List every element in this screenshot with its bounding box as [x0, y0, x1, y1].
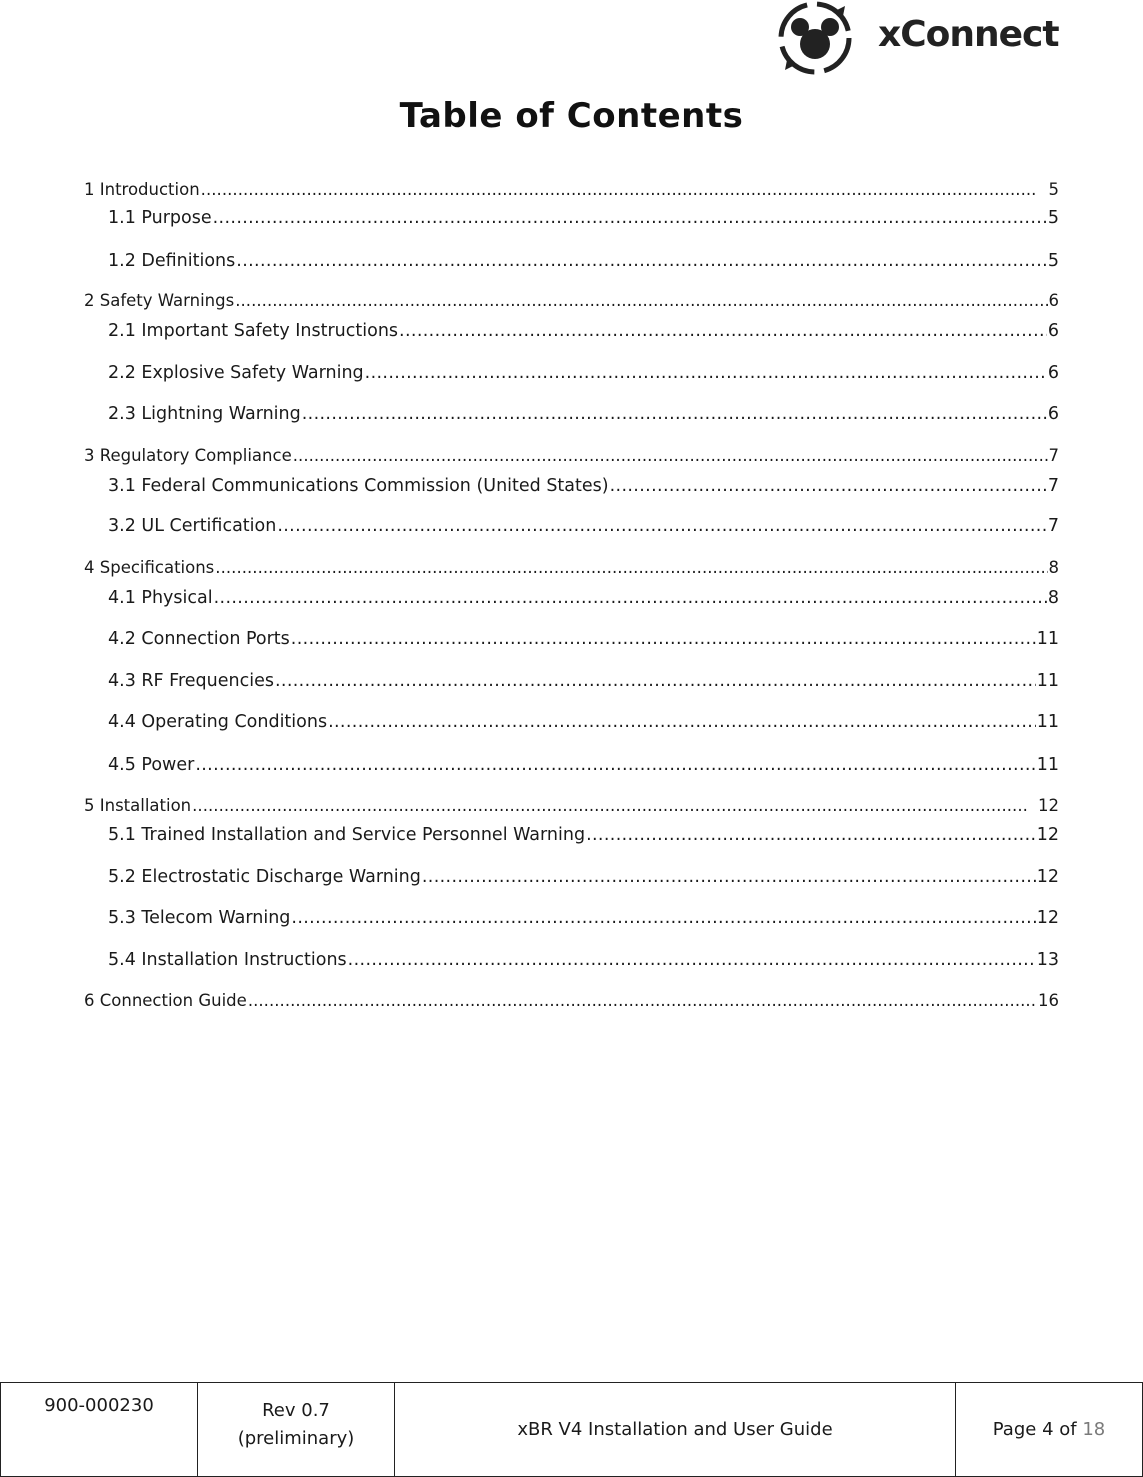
toc-entry[interactable]: [84, 290, 1059, 312]
toc-entry-label: 3.1 Federal Communications Commission (United States): [108, 476, 609, 496]
toc-dot-leader: [348, 949, 1036, 971]
toc-entry[interactable]: [108, 628, 1059, 650]
toc-dot-leader: [610, 475, 1047, 497]
toc-entry-label: 5.4 Installation Instructions: [108, 950, 347, 970]
toc-dot-leader: [302, 403, 1047, 425]
toc-entry-label: 2 Safety Warnings: [84, 291, 235, 310]
toc-dot-leader: [215, 557, 1047, 579]
toc-entry-label: 5.3 Telecom Warning: [108, 908, 291, 928]
toc-dot-leader: [422, 866, 1036, 888]
toc-entry-page: 12: [1036, 908, 1059, 928]
toc-dot-leader: [328, 711, 1036, 733]
toc-entry[interactable]: [108, 670, 1059, 692]
toc-entry-page: 6: [1048, 291, 1059, 310]
toc-entry[interactable]: [84, 990, 1059, 1012]
toc-entry-page: 11: [1036, 712, 1059, 732]
toc-entry-page: 11: [1036, 671, 1059, 691]
toc-entry[interactable]: [108, 754, 1059, 776]
footer-doc-number: [1, 1383, 198, 1477]
toc-entry[interactable]: [108, 515, 1059, 537]
toc-entry[interactable]: [108, 403, 1059, 425]
toc-dot-leader: [201, 179, 1048, 201]
toc-entry-label: 4.1 Physical: [108, 588, 213, 608]
toc-entry-label: 4.2 Connection Ports: [108, 629, 290, 649]
toc-entry-page: 13: [1036, 950, 1059, 970]
toc-entry-label: 3 Regulatory Compliance: [84, 446, 292, 465]
toc-entry-page: 12: [1038, 796, 1059, 815]
toc-entry-page: 6: [1047, 404, 1059, 424]
toc-dot-leader: [275, 670, 1036, 692]
toc-entry-page: 12: [1036, 825, 1059, 845]
toc-entry-page: 7: [1047, 476, 1059, 496]
toc-entry-page: 8: [1048, 558, 1059, 577]
page-footer: [0, 1382, 1143, 1477]
toc-entry-page: 12: [1036, 867, 1059, 887]
toc-dot-leader: [586, 824, 1036, 846]
toc-dot-leader: [399, 320, 1047, 342]
toc-entry-page: 5: [1047, 251, 1059, 271]
toc-dot-leader: [277, 515, 1047, 537]
toc-entry-label: 5.1 Trained Installation and Service Personnel Warning: [108, 825, 586, 845]
toc-dot-leader: [213, 207, 1047, 229]
toc-entry[interactable]: [84, 179, 1059, 201]
toc-dot-leader: [236, 250, 1047, 272]
toc-entry-page: 5: [1047, 208, 1059, 228]
toc-entry-label: 5 Installation: [84, 796, 192, 815]
toc-entry[interactable]: [108, 587, 1059, 609]
toc-entry-label: 2.3 Lightning Warning: [108, 404, 301, 424]
toc-dot-leader: [291, 907, 1035, 929]
toc-entry-page: 16: [1038, 991, 1059, 1010]
page-title: Table of Contents: [399, 96, 744, 136]
toc-entry-label: 4.5 Power: [108, 755, 195, 775]
toc-dot-leader: [291, 628, 1036, 650]
toc-dot-leader: [214, 587, 1047, 609]
toc-entry-label: 4.3 RF Frequencies: [108, 671, 274, 691]
toc-dot-leader: [235, 290, 1047, 312]
toc-entry[interactable]: [108, 207, 1059, 229]
toc-dot-leader: [192, 795, 1037, 817]
toc-entry[interactable]: [84, 445, 1059, 467]
doc-number: 900-000230: [44, 1395, 154, 1416]
toc-entry-label: 4.4 Operating Conditions: [108, 712, 328, 732]
toc-entry[interactable]: [108, 362, 1059, 384]
toc-dot-leader: [195, 754, 1035, 776]
page-prefix: Page 4 of: [992, 1419, 1077, 1440]
brand-name: xConnect: [878, 14, 1059, 55]
toc-entry[interactable]: [108, 320, 1059, 342]
toc-entry[interactable]: [84, 557, 1059, 579]
toc-entry-label: 1 Introduction: [84, 180, 200, 199]
toc-dot-leader: [365, 362, 1047, 384]
doc-title: xBR V4 Installation and User Guide: [517, 1419, 833, 1440]
toc-entry-label: 4 Specifications: [84, 558, 215, 577]
footer-doc-title: [395, 1383, 956, 1477]
toc-entry-label: 6 Connection Guide: [84, 991, 247, 1010]
toc-entry-page: 6: [1047, 363, 1059, 383]
toc-entry-page: 11: [1036, 755, 1059, 775]
toc-entry-label: 1.1 Purpose: [108, 208, 212, 228]
toc-entry-label: 3.2 UL Certification: [108, 516, 277, 536]
toc-entry-page: 5: [1048, 180, 1059, 199]
toc-entry-page: 7: [1047, 516, 1059, 536]
toc-entry-label: 2.2 Explosive Safety Warning: [108, 363, 364, 383]
toc-dot-leader: [248, 990, 1037, 1012]
revision-status: (preliminary): [237, 1428, 355, 1449]
toc-entry-page: 11: [1036, 629, 1059, 649]
toc-entry-page: 6: [1047, 321, 1059, 341]
page-total: 18: [1082, 1419, 1106, 1440]
toc-entry[interactable]: [108, 711, 1059, 733]
toc-entry-label: 2.1 Important Safety Instructions: [108, 321, 399, 341]
toc-entry[interactable]: [108, 250, 1059, 272]
toc-entry-label: 5.2 Electrostatic Discharge Warning: [108, 867, 421, 887]
toc-entry[interactable]: [108, 907, 1059, 929]
toc-entry[interactable]: [84, 795, 1059, 817]
toc-entry-label: 1.2 Definitions: [108, 251, 236, 271]
toc-dot-leader: [293, 445, 1048, 467]
revision: Rev 0.7: [262, 1400, 330, 1421]
toc-entry[interactable]: [108, 475, 1059, 497]
footer-revision: [198, 1383, 395, 1477]
toc-entry[interactable]: [108, 866, 1059, 888]
toc-entry-page: 8: [1047, 588, 1059, 608]
toc-entry[interactable]: [108, 949, 1059, 971]
toc-entry[interactable]: [108, 824, 1059, 846]
toc-entry-page: 7: [1048, 446, 1059, 465]
footer-page-number: [956, 1383, 1143, 1477]
